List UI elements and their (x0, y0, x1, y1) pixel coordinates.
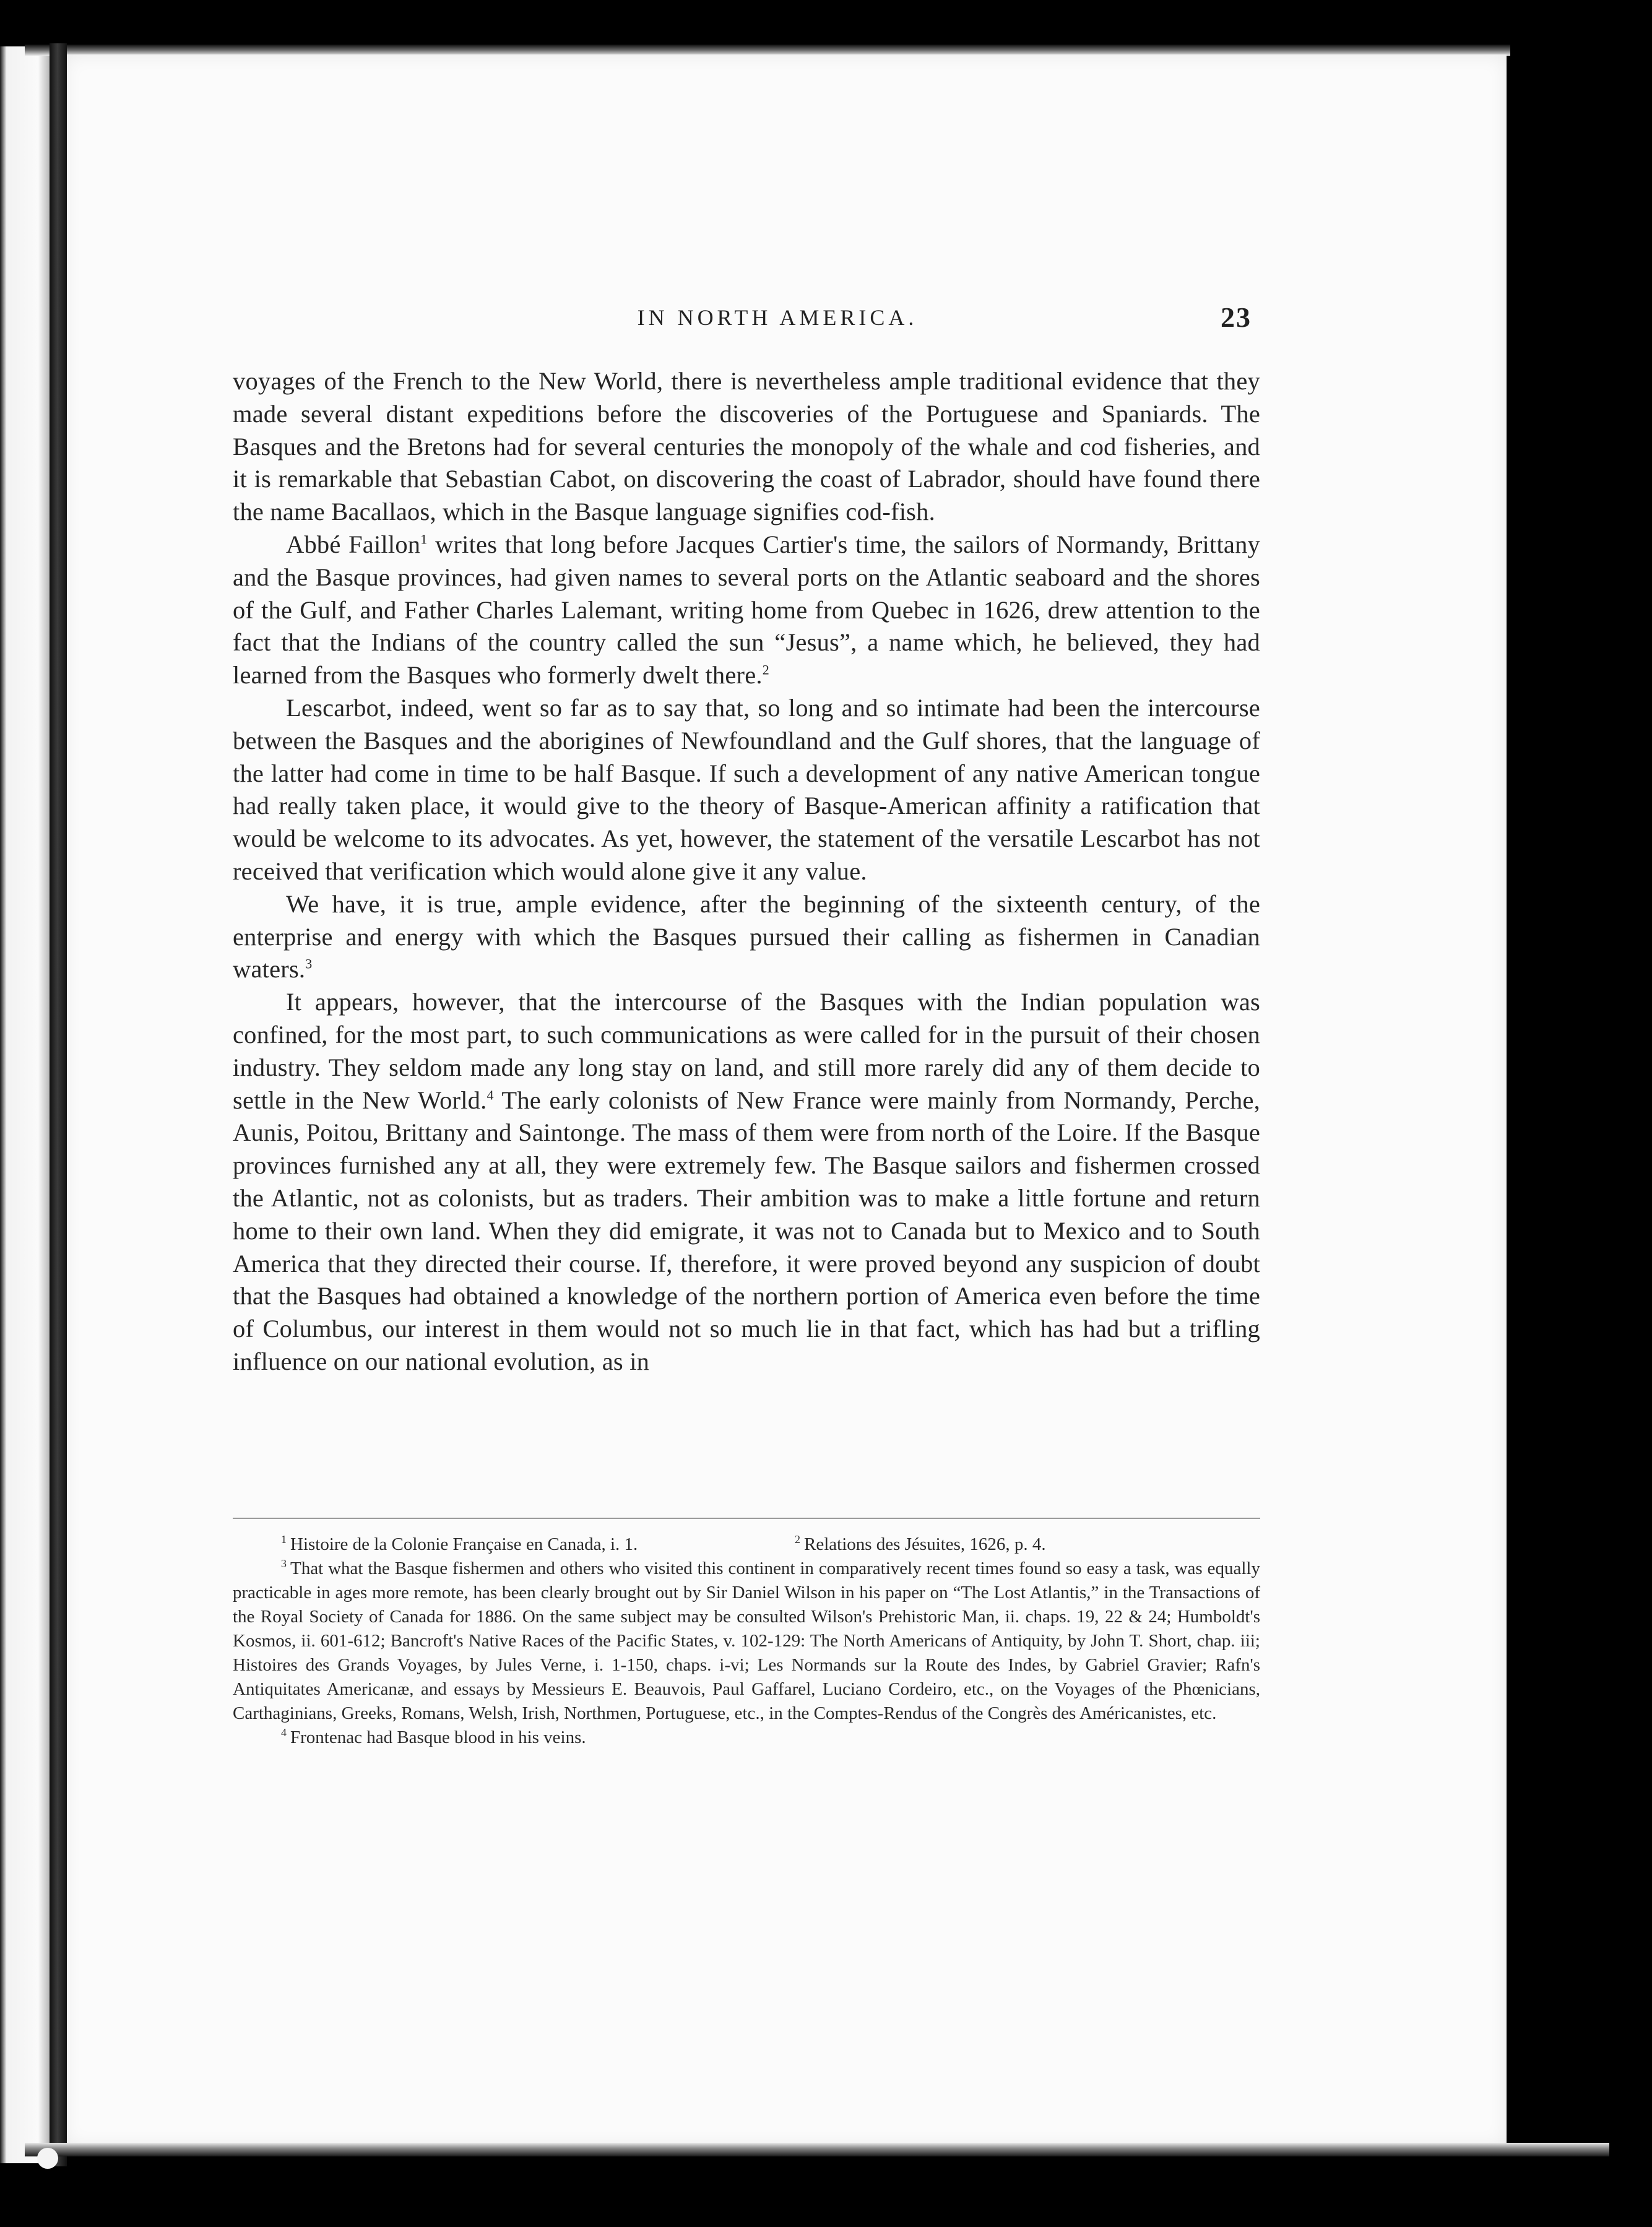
footnote-ref-3: 3 (305, 956, 313, 972)
footnotes-row-1 (233, 1533, 1260, 1557)
footnote-divider (233, 1518, 1260, 1519)
paragraph-2 (233, 529, 1260, 692)
footnote-ref-4: 4 (487, 1087, 494, 1103)
footnote-4-mark: 4 (281, 1726, 287, 1739)
running-head (233, 302, 1260, 339)
footnote-4 (233, 1726, 1260, 1750)
footnote-3 (233, 1557, 1260, 1726)
footnote-3-text: That what the Basque fishermen and others who visited this continent in comparatively recent times found so easy a task, was equally practicable in ages more remote, has been clearly brought out by Sir Daniel Wilson in his paper on “The Lost Atlantis,” in the Transactions of the Royal Society of Canada for 1886. On the same subject may be consulted Wilson's Prehistoric Man, ii. chaps. 19, 22 & 24; Humboldt's Kosmos, ii. 601-612; Bancroft's Native Races of the Pacific States, v. 102-129: The North Americans of Antiquity, by John T. Short, chap. iii; Histoires des Grands Voyages, by Jules Verne, i. 1-150, chaps. i-vi; Les Normands sur la Route des Indes, by Gabriel Gravier; Rafn's Antiquitates Americanæ, and essays by Messieurs E. Beauvois, Paul Gaffarel, Luciano Cordeiro, etc., on the Voyages of the Phœnicians, Carthaginians, Greeks, Romans, Welsh, Irish, Northmen, Portuguese, etc., in the Comptes-Rendus of the Congrès des Américanistes, etc. (233, 1559, 1260, 1723)
paragraph-3 (233, 692, 1260, 888)
footnote-2 (795, 1533, 1046, 1557)
footnote-2-text: Relations des Jésuites, 1626, p. 4. (804, 1534, 1046, 1554)
scan-speck (37, 2148, 58, 2169)
footnote-1-mark: 1 (281, 1533, 287, 1546)
paragraph-1 (233, 365, 1260, 529)
page-bottom-edge (25, 2143, 1609, 2156)
footnote-1-text: Histoire de la Colonie Française en Canada, i. 1. (290, 1534, 638, 1554)
footnote-4-text: Frontenac had Basque blood in his veins. (290, 1728, 586, 1747)
footnote-ref-2: 2 (762, 662, 769, 678)
page-number: 23 (1221, 301, 1252, 333)
paragraph-3-text: Lescarbot, indeed, went so far as to say that, so long and so intimate had been the intercourse between the Basques and the aborigines of Newfoundland and the Gulf shores, that the language of the latter had come in time to be half Basque. If such a development of any native American tongue had really taken place, it would give to the theory of Basque-American affinity a ratification that would be welcome to its advocates. As yet, however, the statement of the versatile Lescarbot has not received that verification which would alone give it any value. (233, 693, 1260, 885)
paragraph-2-text: writes that long before Jacques Cartier's time, the sailors of Normandy, Brittany and the Basque provinces, had given names to several ports on the Atlantic seaboard and the shores of the Gulf, and Father Charles Lalemant, writing home from Quebec in 1626, drew attention to the fact that the Indians of the country called the sun “Jesus”, a name which, he believed, they had learned from the Basques who formerly dwelt there. (233, 530, 1260, 690)
paragraph-5-lead: It appears, however, that the intercourse of the Basques with the Indian population was confined, for the most part, to such communications as were called for in the pursuit of their chosen industry. They seldom made any long stay on land, and still more rarely did any of them decide to settle in the New World. (233, 988, 1260, 1114)
paragraph-5-text: The early colonists of New France were mainly from Normandy, Perche, Aunis, Poitou, Brittany and Saintonge. The mass of them were from north of the Loire. If the Basque provinces furnished any at all, they were extremely few. The Basque sailors and fishermen crossed the Atlantic, not as colonists, but as traders. Their ambition was to make a little fortune and return home to their own land. When they did emigrate, it was not to Canada but to Mexico and to South America that they directed their course. If, therefore, it were proved beyond any suspicion of doubt that the Basques had obtained a knowledge of the northern portion of America even before the time of Columbus, our interest in them would not so much lie in that fact, which has had but a trifling influence on our national evolution, as in (233, 1086, 1260, 1375)
paragraph-5 (233, 986, 1260, 1378)
paragraph-1-text: voyages of the French to the New World, there is nevertheless ample traditional evidence that they made several distant expeditions before the discoveries of the Portuguese and Spaniards. The Basques and the Bretons had for several centuries the monopoly of the whale and cod fisheries, and it is remarkable that Sebastian Cabot, on discovering the coast of Labrador, should have found there the name Bacallaos, which in the Basque language signifies cod-fish. (233, 367, 1260, 526)
footnote-ref-1: 1 (420, 531, 428, 547)
previous-page-edge (0, 46, 54, 2163)
paragraph-4 (233, 888, 1260, 986)
footnote-2-mark: 2 (795, 1533, 800, 1546)
footnotes (233, 1533, 1260, 1750)
footnote-1 (281, 1533, 795, 1557)
body-text (233, 365, 1260, 1378)
binding-gutter (50, 43, 67, 2166)
paragraph-4-text: We have, it is true, ample evidence, after the beginning of the sixteenth century, of the enterprise and energy with which the Basques pursued their calling as fishermen in Canadian waters. (233, 889, 1260, 984)
paragraph-2-lead: Abbé Faillon (286, 530, 421, 558)
footnote-3-mark: 3 (281, 1557, 287, 1570)
running-title: IN NORTH AMERICA. (637, 305, 918, 330)
